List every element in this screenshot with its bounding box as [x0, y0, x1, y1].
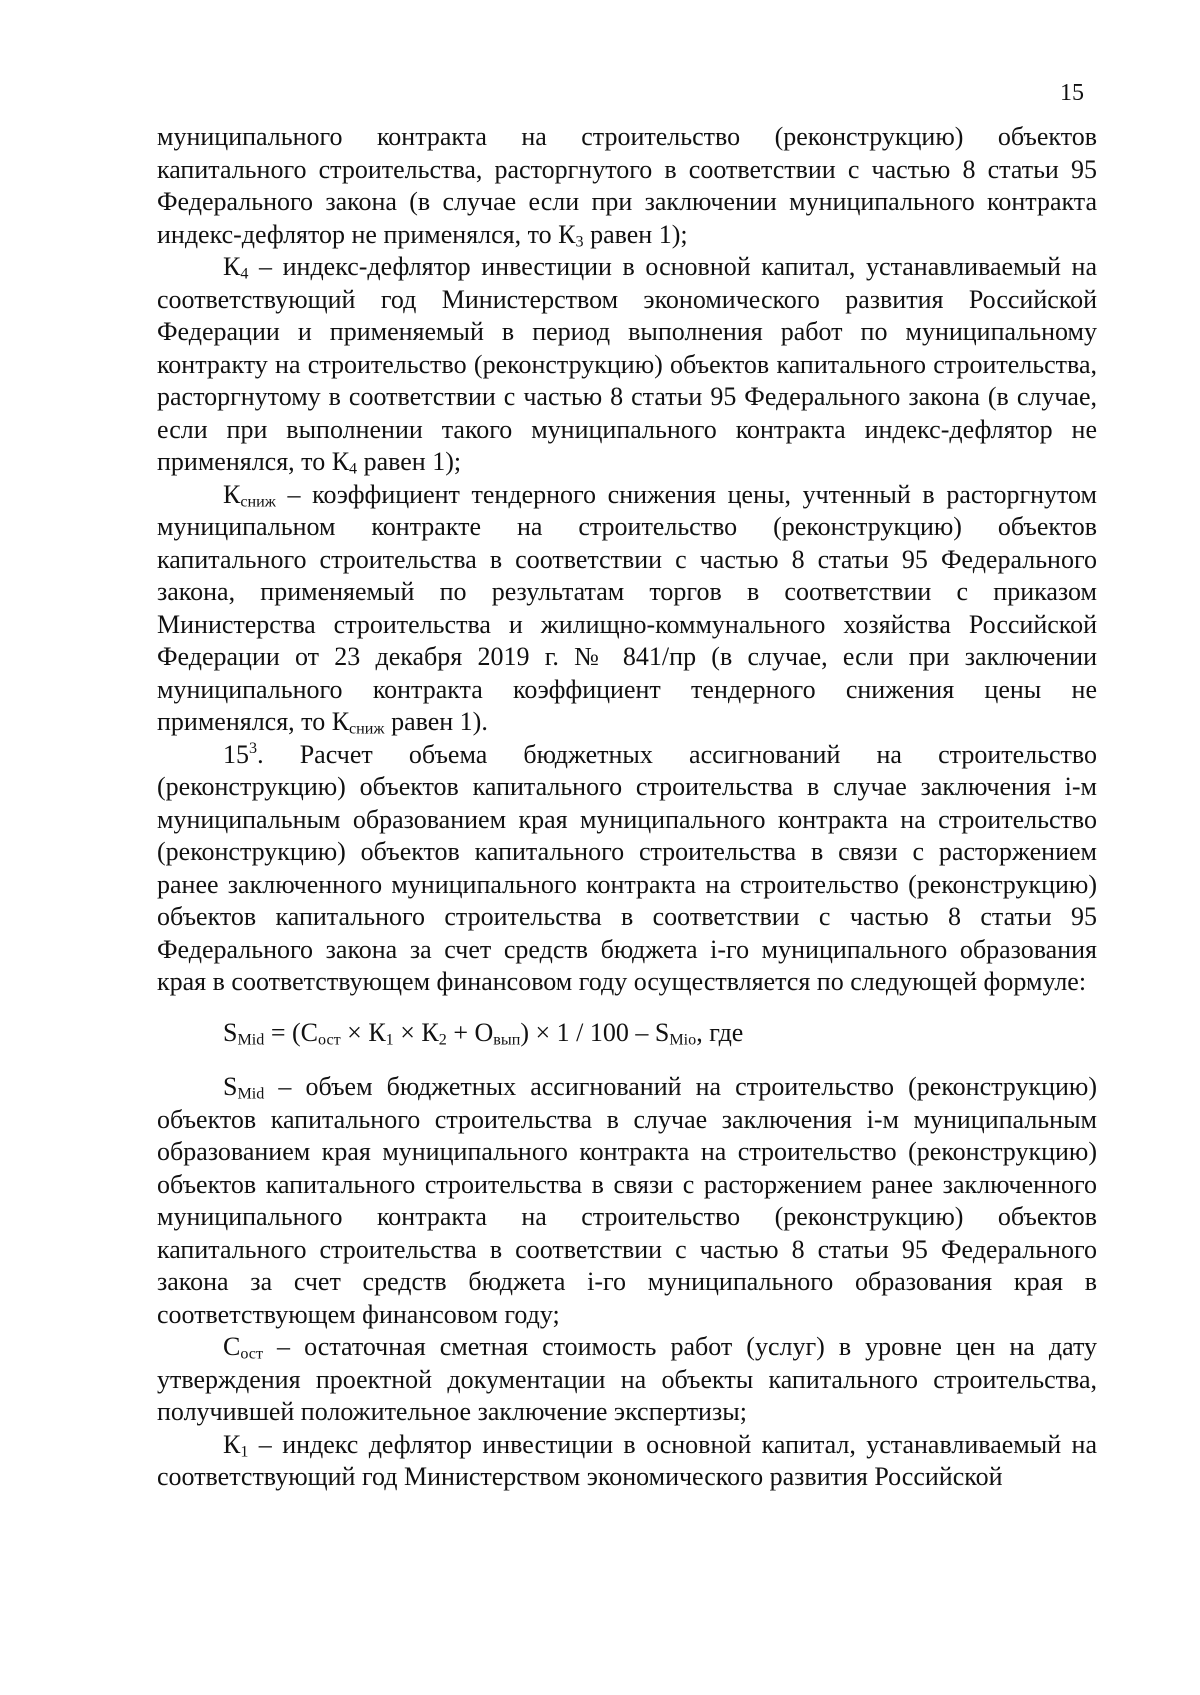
paragraph-text: – объем бюджетных ассигнований на строительство (реконструкцию) объектов капитального строительства в случае заключения i-м муниципальным образованием края муниципального контракта на строительство (реконструкцию) объектов капитального строительства в связи с расторжением ранее заключенного муниципального контракта на строительство (реконструкцию) объектов капитального строительства в соответствии с частью 8 статьи 95 Федерального закона за счет средств бюджета i-го муниципального образования края в соответствующем финансовом году; — [157, 1072, 1097, 1329]
subscript: вып — [493, 1031, 521, 1049]
symbol: S — [223, 1072, 238, 1101]
subscript: Mio — [669, 1031, 697, 1049]
paragraph-text: равен 1); — [357, 447, 462, 476]
symbol: К — [223, 252, 241, 281]
subscript: сниж — [349, 720, 385, 738]
paragraph-k1-definition — [157, 1429, 1097, 1494]
subscript: 1 — [385, 1031, 394, 1049]
formula-part: S — [223, 1017, 238, 1047]
symbol: К — [223, 1429, 241, 1459]
document-body — [157, 121, 1097, 1494]
subscript: 3 — [575, 233, 584, 251]
formula — [223, 1017, 1097, 1050]
paragraph-smid-definition — [157, 1071, 1097, 1331]
subscript: сниж — [240, 493, 276, 511]
formula-part: + О — [446, 1017, 494, 1047]
paragraph-text: равен 1); — [583, 219, 688, 249]
subscript: 2 — [438, 1031, 447, 1049]
paragraph-text: . Расчет объема бюджетных ассигнований на строительство (реконструкцию) объектов капитального строительства в случае заключения i-м муниципальным образованием края муниципального контракта на строительство (реконструкцию) объектов капитального строительства в связи с расторжением ранее заключенного муниципального контракта на строительство (реконструкцию) объектов капитального строительства в соответствии с частью 8 статьи 95 Федерального закона за счет средств бюджета i-го муниципального образования края в соответствующем финансовом году осуществляется по следующей формуле: — [157, 739, 1097, 996]
formula-part: × К — [393, 1017, 439, 1047]
subscript: 1 — [240, 1443, 249, 1461]
subscript: ост — [318, 1031, 341, 1049]
paragraph-text: – коэффициент тендерного снижения цены, учтенный в расторгнутом муниципальном контракте на строительство (реконструкцию) объектов капитального строительства в соответствии с частью 8 статьи 95 Федерального закона, применяемый по результатам торгов в соответствии с приказом Министерства строительства и жилищно-коммунального хозяйства Российской Федерации от 23 декабря 2019 г. № 841/пр (в случае, если при заключении муниципального контракта коэффициент тендерного снижения цены не применялся, то К — [157, 479, 1097, 736]
paragraph-text: – индекс дефлятор инвестиции в основной капитал, устанавливаемый на соответствующий год Министерством экономического развития Российской — [157, 1429, 1097, 1491]
paragraph-contract-continuation — [157, 121, 1097, 251]
paragraph-text: – индекс-дефлятор инвестиции в основной капитал, устанавливаемый на соответствующий год Министерством экономического развития Российской Федерации и применяемый в период выполнения работ по муниципальному контракту на строительство (реконструкцию) объектов капитального строительства, расторгнутому в соответствии с частью 8 статьи 95 Федерального закона (в случае, если при выполнении такого муниципального контракта индекс-дефлятор не применялся, то К — [157, 252, 1097, 476]
subscript: 4 — [349, 460, 358, 478]
superscript: 3 — [249, 739, 258, 757]
subscript: Mid — [237, 1031, 265, 1049]
paragraph-ksnizh-definition — [157, 479, 1097, 739]
paragraph-text: – остаточная сметная стоимость работ (услуг) в уровне цен на дату утверждения проектной документации на объекты капитального строительства, получившей положительное заключение экспертизы; — [157, 1332, 1097, 1426]
formula-part: × К — [340, 1017, 386, 1047]
paragraph-text: равен 1). — [384, 707, 488, 736]
paragraph-k4-definition — [157, 251, 1097, 479]
subscript: ост — [240, 1345, 263, 1363]
paragraph-cost-definition — [157, 1331, 1097, 1429]
formula-part: ) × 1 / 100 – S — [520, 1017, 670, 1047]
symbol: С — [223, 1332, 241, 1361]
subscript: 4 — [240, 265, 249, 283]
paragraph-number: 15 — [223, 739, 249, 769]
symbol: К — [223, 479, 241, 509]
paragraph-text: муниципального контракта на строительство (реконструкцию) объектов капитального строительства, расторгнутого в соответствии с частью 8 статьи 95 Федерального закона (в случае если при заключении муниципального контракта индекс-дефлятор не применялся, то К — [157, 122, 1097, 249]
subscript: Mid — [237, 1085, 265, 1103]
formula-part: = (С — [264, 1017, 318, 1047]
formula-part: , где — [696, 1017, 744, 1047]
page-number: 15 — [1060, 80, 1084, 106]
paragraph-15-3 — [157, 739, 1097, 999]
